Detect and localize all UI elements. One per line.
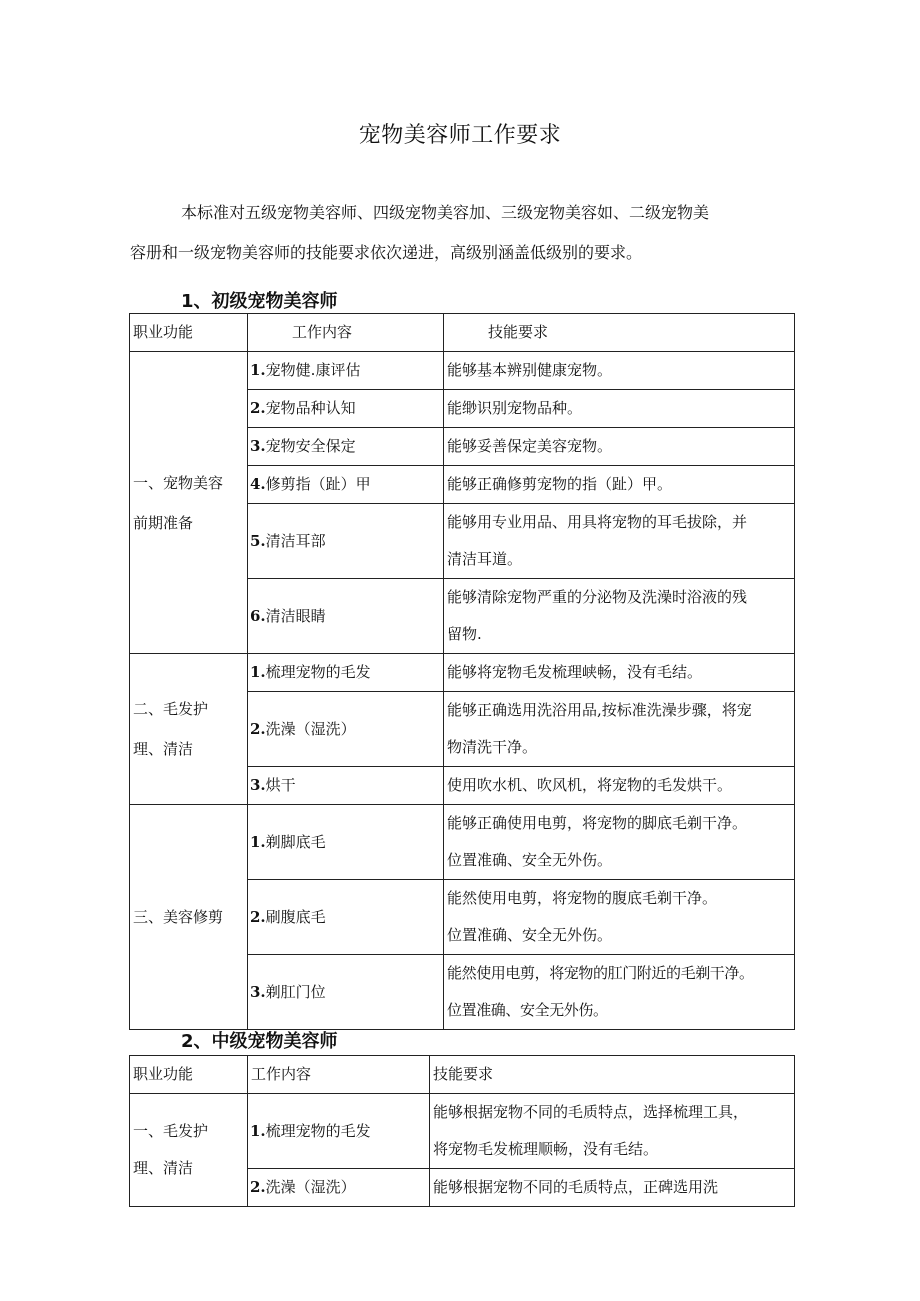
- work-content: 洗澡（湿洗）: [265, 719, 356, 738]
- work-content: 清洁眼睛: [265, 606, 326, 625]
- intro-line-2: 容册和一级宠物美容师的技能要求依次递进，高级别涵盖低级别的要求。: [130, 243, 643, 262]
- table-row: 3.烘干 使用吹水机、吹风机，将宠物的毛发烘干。: [130, 767, 795, 805]
- work-content: 烘干: [265, 776, 296, 794]
- section-1-heading: 1、初级宠物美容师: [181, 291, 338, 312]
- section-1-table: [129, 313, 795, 1030]
- skill-text: 能够用专业用品、用具将宠物的耳毛拔除，并 清洁耳道。: [444, 504, 795, 579]
- skill-text: 能然使用电剪，将宠物的肛门附近的毛剃干净。 位置准确、安全无外伤。: [444, 955, 795, 1030]
- skill-text: 能够将宠物毛发梳理峡畅，没有毛结。: [444, 654, 795, 692]
- skill-text: 能够清除宠物严重的分泌物及洗澡时浴液的残 留物.: [444, 579, 795, 654]
- table-row: 一、毛发护 理、清洁 1.梳理宠物的毛发 能够根据宠物不同的毛质特点，选择梳理工具， 将宠物毛发梳理顺畅，没有毛结。: [130, 1094, 795, 1169]
- work-content: 修剪指（趾）甲: [265, 475, 371, 493]
- header-work-content: 工作内容: [248, 314, 444, 352]
- function-cell: 一、宠物美容 前期准备: [130, 352, 248, 654]
- section-2-table: [129, 1055, 795, 1207]
- skill-text: 能够正确使用电剪，将宠物的脚底毛剃干净。 位置准确、安全无外伤。: [444, 805, 795, 880]
- skill-text: 能够根据宠物不同的毛质特点，正碑选用洗: [430, 1169, 795, 1207]
- skill-text: 能够基本辨别健康宠物。: [444, 352, 795, 390]
- work-content: 剃脚底毛: [265, 832, 326, 851]
- skill-text: 使用吹水机、吹风机，将宠物的毛发烘干。: [444, 767, 795, 805]
- table-row: 5.清洁耳部 能够用专业用品、用具将宠物的耳毛拔除，并 清洁耳道。: [130, 504, 795, 579]
- table-row: 2.洗澡（湿洗） 能够根据宠物不同的毛质特点，正碑选用洗: [130, 1169, 795, 1207]
- table-row: 4.修剪指（趾）甲 能够正确修剪宠物的指（趾）甲。: [130, 466, 795, 504]
- work-content: 清洁耳部: [265, 531, 326, 550]
- table-row: 三、美容修剪 1.剃脚底毛 能够正确使用电剪，将宠物的脚底毛剃干净。 位置准确、安全无外伤。: [130, 805, 795, 880]
- skill-text: 能够根据宠物不同的毛质特点，选择梳理工具， 将宠物毛发梳理顺畅，没有毛结。: [430, 1094, 795, 1169]
- work-content: 梳理宠物的毛发: [265, 1121, 371, 1140]
- work-content: 剃肛门位: [265, 982, 326, 1001]
- work-content: 宠物安全保定: [265, 437, 356, 455]
- skill-text: 能然使用电剪，将宠物的腹底毛剃干净。 位置准确、安全无外伤。: [444, 880, 795, 955]
- header-function: 职业功能: [130, 314, 248, 352]
- function-cell: 二、毛发护 理、清洁: [130, 654, 248, 805]
- work-content: 宠物健.康评估: [265, 361, 361, 379]
- skill-text: 能够妥善保定美容宠物。: [444, 428, 795, 466]
- header-function: 职业功能: [130, 1056, 248, 1094]
- work-content: 宠物品种认知: [265, 399, 356, 417]
- table-row: 一、宠物美容 前期准备 1.宠物健.康评估 能够基本辨别健康宠物。: [130, 352, 795, 390]
- table-row: 3.剃肛门位 能然使用电剪，将宠物的肛门附近的毛剃干净。 位置准确、安全无外伤。: [130, 955, 795, 1030]
- table-row: 2.刷腹底毛 能然使用电剪，将宠物的腹底毛剃干净。 位置准确、安全无外伤。: [130, 880, 795, 955]
- work-content: 刷腹底毛: [265, 907, 326, 926]
- work-content: 梳理宠物的毛发: [265, 663, 371, 681]
- section-2-heading: 2、中级宠物美容师: [181, 1031, 338, 1052]
- function-cell: 三、美容修剪: [130, 805, 248, 1030]
- table-row: 2.洗澡（湿洗） 能够正确选用洗浴用品,按标准洗澡步骤，将宠 物清洗干净。: [130, 692, 795, 767]
- header-skill-req: 技能要求: [430, 1056, 795, 1094]
- table-row: 二、毛发护 理、清洁 1.梳理宠物的毛发 能够将宠物毛发梳理峡畅，没有毛结。: [130, 654, 795, 692]
- table-row: 6.清洁眼睛 能够清除宠物严重的分泌物及洗澡时浴液的残 留物.: [130, 579, 795, 654]
- skill-text: 能够正确修剪宠物的指（趾）甲。: [444, 466, 795, 504]
- header-skill-req: 技能要求: [444, 314, 795, 352]
- page-title: 宠物美容师工作要求: [358, 123, 562, 148]
- intro-line-1: 本标准对五级宠物美容师、四级宠物美容加、三级宠物美容如、二级宠物美: [181, 203, 710, 222]
- table-row: 2.宠物品种认知 能缈识别宠物品种。: [130, 390, 795, 428]
- header-work-content: 工作内容: [248, 1056, 430, 1094]
- skill-text: 能够正确选用洗浴用品,按标准洗澡步骤，将宠 物清洗干净。: [444, 692, 795, 767]
- table-row: 3.宠物安全保定 能够妥善保定美容宠物。: [130, 428, 795, 466]
- skill-text: 能缈识别宠物品种。: [444, 390, 795, 428]
- work-content: 洗澡（湿洗）: [265, 1178, 356, 1196]
- function-cell: 一、毛发护 理、清洁: [130, 1094, 248, 1207]
